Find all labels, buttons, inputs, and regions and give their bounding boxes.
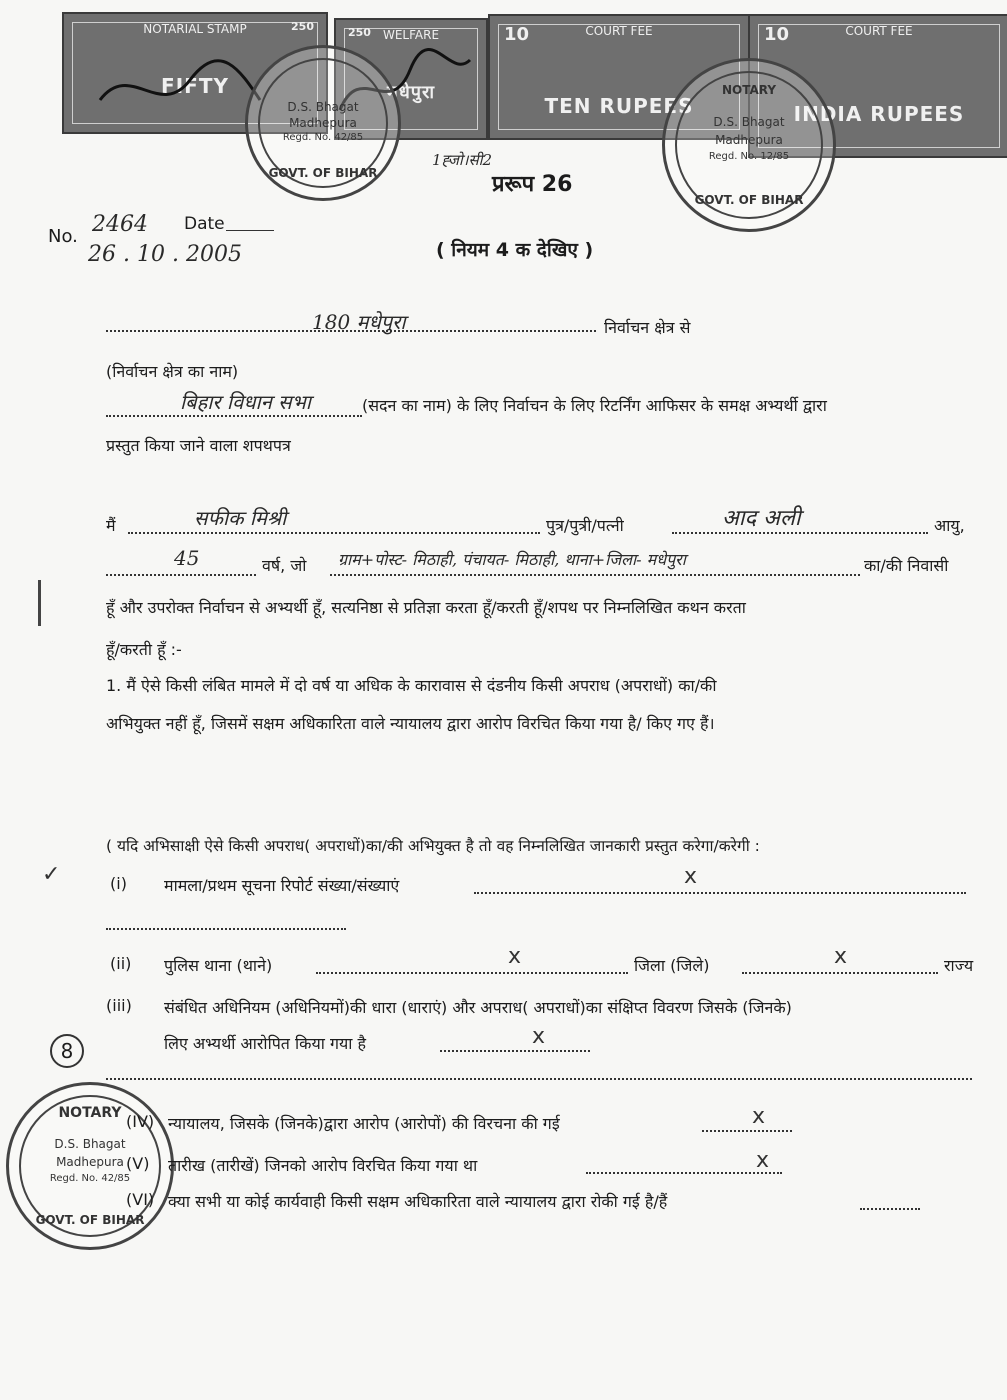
stamp-4-top: COURT FEE [845, 24, 913, 38]
rule-reference: ( नियम 4 क देखिए ) [436, 239, 594, 261]
seal-1-line2: Madhepura [289, 116, 357, 130]
number-value: 2464 [92, 212, 148, 237]
father-value: आद अली [722, 506, 801, 531]
item-iii-number: (iii) [106, 996, 132, 1015]
seal-1-line3: Regd. No. 42/85 [282, 132, 364, 143]
item-ii-cross-1: x [508, 944, 522, 969]
name-value: सफीक मिश्री [194, 506, 287, 530]
date-label: Date [184, 214, 225, 234]
item-vi-text: क्या सभी या कोई कार्यवाही किसी सक्षम अधिकारिता वाले न्यायालय द्वारा रोकी गई है/हैं [168, 1192, 668, 1211]
number-label: No. [48, 226, 78, 247]
item-ii-number: (ii) [110, 954, 132, 973]
seal-3-line3: Regd. No. 42/85 [49, 1173, 131, 1184]
item-iii-line-2: लिए अभ्यर्थी आरोपित किया गया है [164, 1034, 366, 1053]
item-vi-number: (VI) [126, 1190, 155, 1209]
constituency-caption: (निर्वाचन क्षेत्र का नाम) [106, 362, 239, 381]
item-ii-state: राज्य [944, 956, 974, 975]
stamp-1-value: 250 [291, 20, 314, 33]
point-1-line-2: अभियुक्त नहीं हूँ, जिसमें सक्षम अधिकारिता वाले न्यायालय द्वारा आरोप विरचित किया गया है/ किए गए हैं। [106, 714, 715, 733]
stamp-2-value: 250 [348, 26, 371, 39]
notary-seal-top-left [245, 45, 401, 201]
stamp-3-top: COURT FEE [585, 24, 653, 38]
stamp-1-top: NOTARIAL STAMP [143, 22, 247, 36]
item-iii-blank [440, 1042, 590, 1052]
stamp-2-text: मधेपुरा [386, 82, 436, 103]
item-iv-blank [702, 1122, 792, 1132]
seal-3-line2: Madhepura [56, 1155, 124, 1169]
tick-mark: ✓ [42, 862, 61, 887]
seal-2-line1: D.S. Bhagat [713, 115, 785, 129]
date-rule [226, 230, 274, 231]
item-iii-line-1: संबंधित अधिनियम (अधिनियमों)की धारा (धाराएं) और अपराध( अपराधों)का संक्षिप्त विवरण जिसके (जिनके) [164, 998, 792, 1017]
stamp-1-text: FIFTY [161, 74, 229, 98]
seal-1-line1: D.S. Bhagat [287, 100, 359, 114]
seal-2-top: NOTARY [721, 83, 777, 97]
item-v-number: (V) [126, 1154, 150, 1173]
form-title: प्ररूप 26 [492, 172, 573, 197]
house-line-2: प्रस्तुत किया जाने वाला शपथपत्र [106, 436, 291, 455]
seal-2-line3: Regd. No. 12/85 [708, 151, 790, 162]
item-iii-blank-2 [106, 1070, 972, 1080]
item-i-cross: x [684, 864, 698, 889]
item-i-text: मामला/प्रथम सूचना रिपोर्ट संख्या/संख्याएं [164, 876, 400, 895]
item-vi-blank [860, 1200, 920, 1210]
age-label: आयु, [934, 516, 965, 535]
stamp-2-top: WELFARE [382, 28, 440, 42]
house-line: (सदन का नाम) के लिए निर्वाचन के लिए रिटर्निंग आफिसर के समक्ष अभ्यर्थी द्वारा [362, 396, 827, 415]
address-value: ग्राम+पोस्ट- मिठाही, पंचायत- मिठाही, थाना+जिला- मधेपुरा [338, 550, 686, 569]
date-value: 26 . 10 . 2005 [88, 242, 242, 267]
margin-mark [38, 580, 41, 626]
oath-line-2: हूँ/करती हूँ :- [106, 640, 182, 659]
relation-label: पुत्र/पुत्री/पत्नी [546, 516, 624, 535]
seal-3-bottom: GOVT. OF BIHAR [35, 1213, 145, 1227]
stamp-3-value: 10 [504, 24, 530, 45]
item-ii-district: जिला (जिले) [634, 956, 710, 975]
years-label: वर्ष, जो [262, 556, 307, 575]
item-ii-text: पुलिस थाना (थाने) [164, 956, 273, 975]
margin-number: 8 [50, 1034, 84, 1068]
name-blank [128, 524, 540, 534]
stamp-3-text: TEN RUPEES [544, 94, 694, 118]
point-1-line-1: 1. मैं ऐसे किसी लंबित मामले में दो वर्ष या अधिक के कारावास से दंडनीय किसी अपराध (अपराधों) का/की [106, 676, 717, 695]
item-iv-number: (IV) [126, 1112, 155, 1131]
resident-label: का/की निवासी [864, 556, 949, 575]
house-value: बिहार विधान सभा [180, 390, 311, 414]
item-iii-cross: x [532, 1024, 546, 1049]
hand-note: 1ह्जो।सी2 [432, 151, 493, 169]
item-i-number: (i) [110, 874, 127, 893]
age-value: 45 [174, 546, 200, 570]
item-ii-blank [316, 964, 628, 974]
seal-2-bottom: GOVT. OF BIHAR [694, 193, 804, 207]
item-v-text: तारीख (तारीखें) जिनको आरोप विरचित किया गया था [168, 1156, 478, 1175]
stamp-4-value: 10 [764, 24, 790, 45]
seal-3-top: NOTARY [58, 1105, 122, 1121]
seal-3-line1: D.S. Bhagat [54, 1137, 126, 1151]
main-label: मैं [106, 516, 116, 535]
item-i-blank-2 [106, 920, 346, 930]
item-i-blank [474, 884, 966, 894]
item-ii-cross-2: x [834, 944, 848, 969]
item-iv-text: न्यायालय, जिसके (जिनके)द्वारा आरोप (आरोपों) की विरचना की गई [168, 1114, 560, 1133]
notary-seal-top-right [662, 58, 836, 232]
oath-line-1: हूँ और उपरोक्त निर्वाचन से अभ्यर्थी हूँ, सत्यनिष्ठा से प्रतिज्ञा करता हूँ/करती हूँ/शपथ पर निम्नलिखित कथन करता [106, 598, 746, 617]
item-v-cross: x [756, 1148, 770, 1173]
seal-2-line2: Madhepura [715, 133, 783, 147]
stamp-4-text: INDIA RUPEES [793, 102, 965, 126]
constituency-suffix: निर्वाचन क्षेत्र से [604, 318, 691, 337]
item-iv-cross: x [752, 1104, 766, 1129]
if-accused-line: ( यदि अभिसाक्षी ऐसे किसी अपराध( अपराधों)का/की अभियुक्त है तो वह निम्नलिखित जानकारी प्रस्तुत करेगा/करेगी : [106, 837, 760, 855]
seal-1-bottom: GOVT. OF BIHAR [268, 166, 378, 180]
item-v-blank [586, 1164, 782, 1174]
constituency-value: 180 मधेपुरा [312, 310, 406, 334]
